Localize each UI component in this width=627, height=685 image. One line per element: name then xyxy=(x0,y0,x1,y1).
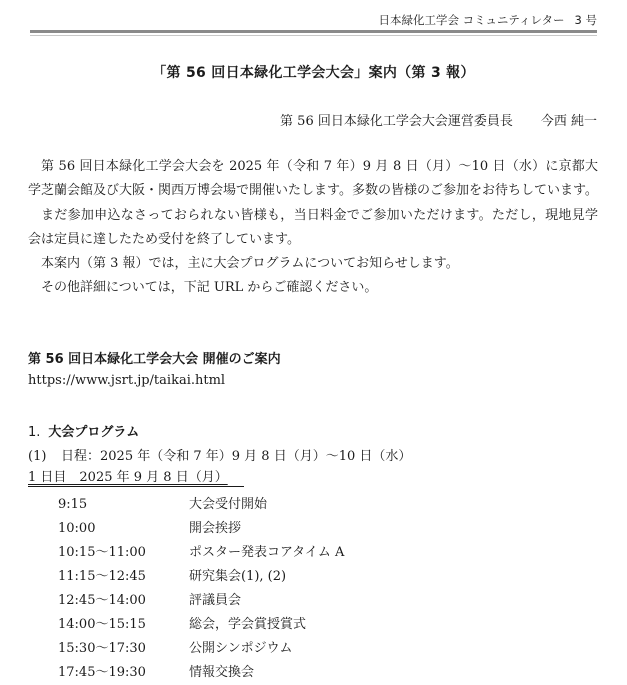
schedule-row xyxy=(58,613,578,637)
paragraph: まだ参加申込なさっておられない皆様も，当日料金でご参加いただけます。ただし，現地見学会は定員に達したため受付を終了しています。 xyxy=(28,207,598,247)
schedule-event: 評議員会 xyxy=(189,593,242,608)
paragraph: その他詳細については，下記 URL からご確認ください。 xyxy=(41,280,378,296)
schedule-time: 9:15 xyxy=(58,497,88,512)
author-name: 今西 純一 xyxy=(540,114,597,129)
program-dates xyxy=(28,445,411,464)
schedule-time: 10:00 xyxy=(58,521,96,536)
schedule-time: 14:00〜15:15 xyxy=(58,617,146,632)
schedule-row xyxy=(58,565,578,589)
schedule-time: 17:45〜19:30 xyxy=(58,665,146,680)
schedule-time: 12:45〜14:00 xyxy=(58,593,146,608)
schedule-event: 大会受付開始 xyxy=(189,497,268,512)
schedule-row xyxy=(58,661,578,685)
journal-name: 日本緑化工学会 コミュニティレター xyxy=(378,13,565,27)
section-number: 1. xyxy=(28,425,41,440)
schedule-event: 公開シンポジウム xyxy=(189,641,293,656)
body-text xyxy=(28,155,598,301)
schedule-table xyxy=(58,493,578,685)
schedule-event: ポスター発表コアタイム A xyxy=(189,545,345,560)
dates-text: 日程：2025 年（令和 7 年）9 月 8 日（月）〜10 日（水） xyxy=(61,449,412,464)
schedule-row xyxy=(58,589,578,613)
schedule-event: 総会，学会賞授賞式 xyxy=(189,617,307,632)
schedule-row xyxy=(58,637,578,661)
document-title: 「第 56 回日本緑化工学会大会」案内（第 3 報） xyxy=(152,65,475,81)
issue-number: 3 号 xyxy=(574,13,597,27)
page-header xyxy=(378,12,597,28)
day-1-label: 1 日目 2025 年 9 月 8 日（月） xyxy=(28,470,244,487)
schedule-event: 情報交換会 xyxy=(189,665,255,680)
schedule-row xyxy=(58,517,578,541)
author-line xyxy=(280,110,597,129)
schedule-event: 研究集会(1), (2) xyxy=(189,569,287,584)
schedule-row xyxy=(58,541,578,565)
schedule-row xyxy=(58,493,578,517)
schedule-event: 開会挨拶 xyxy=(189,521,242,536)
header-rule-thin xyxy=(30,35,597,36)
author-role: 第 56 回日本緑化工学会大会運営委員長 xyxy=(280,114,513,129)
program-heading xyxy=(28,421,139,440)
conference-url-link[interactable]: https://www.jsrt.jp/taikai.html xyxy=(28,373,226,388)
paragraph: 本案内（第 3 報）では，主に大会プログラムについてお知らせします。 xyxy=(41,256,459,272)
schedule-time: 11:15〜12:45 xyxy=(58,569,146,584)
list-number: (1) xyxy=(28,449,47,464)
paragraph: 第 56 回日本緑化工学会大会を 2025 年（令和 7 年）9 月 8 日（月）〜10 日（水）に京都大学芝蘭会館及び大阪・関西万博会場で開催いたします。多数の皆様のご参加をお待ちしています。 xyxy=(28,159,598,199)
schedule-time: 10:15〜11:00 xyxy=(58,545,146,560)
program-heading-text: 大会プログラム xyxy=(48,425,140,440)
section-heading: 第 56 回日本緑化工学会大会 開催のご案内 xyxy=(28,352,281,367)
header-rule xyxy=(30,30,597,33)
schedule-time: 15:30〜17:30 xyxy=(58,641,146,656)
